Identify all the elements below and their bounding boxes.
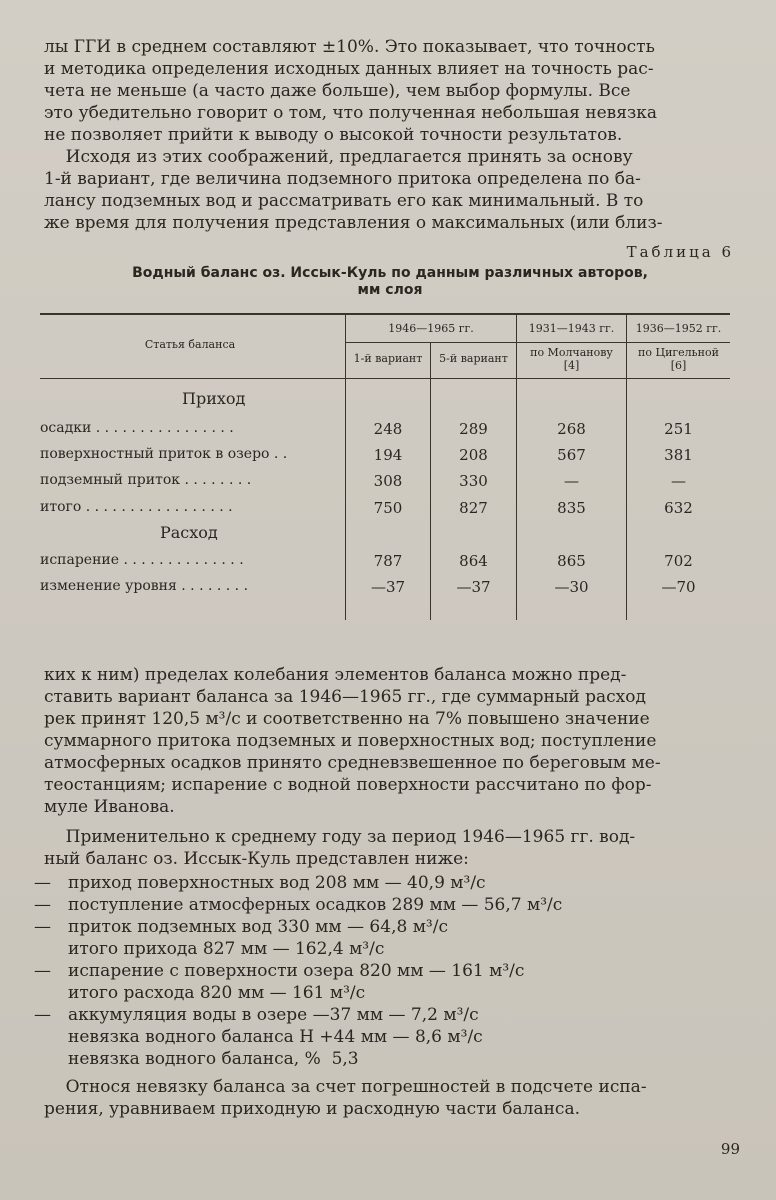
table-cell: 268 — [557, 420, 586, 438]
page-number: 99 — [720, 1140, 740, 1158]
closing-paragraph — [44, 1076, 734, 1120]
list-item: итого расхода 820 мм — 161 м³/с — [68, 983, 366, 1003]
table-cell: — — [564, 472, 579, 490]
table-cell: 567 — [557, 446, 586, 464]
table-cell: 208 — [459, 446, 488, 464]
text-line: Применительно к среднему году за период 1946—1965 гг. вод- — [44, 827, 636, 847]
list-item: — приток подземных вод 330 мм — 64,8 м³/с — [34, 917, 448, 937]
table-cell: 827 — [459, 499, 488, 517]
header-mid-rule — [345, 342, 730, 343]
header-sub: 5-й вариант — [439, 352, 508, 365]
table-caption: Таблица 6 — [626, 243, 734, 261]
list-item: невязка водного баланса, % 5,3 — [68, 1049, 359, 1069]
list-item: итого прихода 827 мм — 162,4 м³/с — [68, 939, 385, 959]
text-line: рек принят 120,5 м³/с и соответственно на 7% повышено значение — [44, 709, 650, 729]
text-line: 1-й вариант, где величина подземного притока определена по ба- — [44, 169, 641, 189]
body-paragraph — [44, 664, 734, 870]
table-cell: 864 — [459, 552, 488, 570]
table-title-line: мм слоя — [357, 282, 423, 298]
table-cell: 632 — [664, 499, 693, 517]
section-heading: Расход — [160, 523, 218, 542]
table-cell: 835 — [557, 499, 586, 517]
header-sub: по Молчанову [4] — [530, 346, 613, 372]
table-cell: — — [671, 472, 686, 490]
table-cell: 787 — [373, 552, 403, 570]
list-item: — аккумуляция воды в озере —37 мм — 7,2 м³/с — [34, 1005, 479, 1025]
header-period: 1946—1965 гг. — [388, 322, 474, 335]
table-cell: 308 — [373, 472, 403, 490]
row-label: поверхностный приток в озеро . . — [40, 446, 288, 462]
text-line: не позволяет прийти к выводу о высокой точности результатов. — [44, 125, 623, 145]
header-sub: 1-й вариант — [353, 352, 423, 365]
table-cell: —30 — [554, 578, 589, 596]
list-item: — испарение с поверхности озера 820 мм — 161 м³/с — [34, 961, 525, 981]
header-sub: по Цигельной [6] — [638, 346, 719, 372]
text-line: лы ГГИ в среднем составляют ±10%. Это показывает, что точность — [44, 37, 655, 57]
text-line: лансу подземных вод и рассматривать его как минимальный. В то — [44, 191, 644, 211]
table-cell: 702 — [664, 552, 693, 570]
text-line: и методика определения исходных данных влияет на точность рас- — [44, 59, 654, 79]
table-cell: 750 — [373, 499, 403, 517]
table-cell: 865 — [557, 552, 586, 570]
row-label: осадки . . . . . . . . . . . . . . . . — [40, 420, 234, 436]
table-cell: 194 — [373, 446, 403, 464]
section-heading: Приход — [182, 389, 246, 408]
table-cell: 251 — [664, 420, 693, 438]
text-line: теостанциям; испарение с водной поверхности рассчитано по фор- — [44, 775, 652, 795]
text-line: Относя невязку баланса за счет погрешностей в подсчете испа- — [44, 1077, 647, 1097]
text-line: это убедительно говорит о том, что полученная небольшая невязка — [44, 103, 658, 123]
text-line: ставить вариант баланса за 1946—1965 гг., где суммарный расход — [44, 687, 646, 707]
row-label: изменение уровня . . . . . . . . — [40, 578, 249, 594]
row-label: подземный приток . . . . . . . . — [40, 472, 252, 488]
table-cell: 248 — [373, 420, 403, 438]
header-period: 1931—1943 гг. — [528, 322, 615, 335]
text-line: ный баланс оз. Иссык-Куль представлен ниже: — [44, 849, 469, 869]
list-item: — приход поверхностных вод 208 мм — 40,9 м³/с — [34, 873, 486, 893]
text-line: суммарного притока подземных и поверхностных вод; поступление — [44, 731, 657, 751]
header-article: Статья баланса — [144, 338, 236, 351]
row-label: испарение . . . . . . . . . . . . . . — [40, 552, 244, 568]
text-line: рения, уравниваем приходную и расходную части баланса. — [44, 1099, 580, 1119]
list-item: невязка водного баланса Н +44 мм — 8,6 м³/с — [68, 1027, 483, 1047]
table-title — [60, 265, 720, 299]
list-item: — поступление атмосферных осадков 289 мм — 56,7 м³/с — [34, 895, 563, 915]
header-period: 1936—1952 гг. — [635, 322, 722, 335]
balance-list — [34, 872, 562, 1070]
row-label: итого . . . . . . . . . . . . . . . . . — [40, 499, 233, 515]
text-line: Исходя из этих соображений, предлагается принять за основу — [44, 147, 633, 167]
text-line: же время для получения представления о максимальных (или близ- — [44, 213, 663, 233]
table-title-line: Водный баланс оз. Иссык-Куль по данным различных авторов, — [132, 265, 648, 281]
text-line: муле Иванова. — [44, 797, 175, 817]
text-line: ких к ним) пределах колебания элементов баланса можно пред- — [44, 665, 627, 685]
intro-paragraph — [44, 36, 734, 234]
table-cell: —37 — [456, 578, 491, 596]
table-cell: —70 — [661, 578, 696, 596]
table-cell: 381 — [664, 446, 693, 464]
text-line: атмосферных осадков принято средневзвешенное по береговым ме- — [44, 753, 661, 773]
text-line: чета не меньше (а часто даже больше), чем выбор формулы. Все — [44, 81, 631, 101]
table-cell: 330 — [459, 472, 488, 490]
table-cell: —37 — [370, 578, 406, 596]
table-cell: 289 — [459, 420, 488, 438]
